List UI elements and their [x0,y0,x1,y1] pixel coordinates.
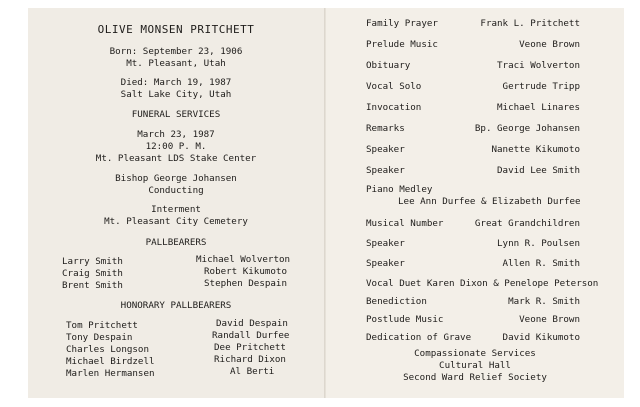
services-place: Mt. Pleasant LDS Stake Center [95,153,257,164]
pallbearer-name: Michael Wolverton [196,254,291,265]
services-time: 12:00 P. M. [145,141,207,152]
program-item: Obituary [366,60,411,71]
services-heading: FUNERAL SERVICES [131,109,221,120]
honorary-pallbearer-name: Randall Durfee [212,330,290,341]
honorary-pallbearer-name: Tom Pritchett [66,320,138,331]
honorary-pallbearer-name: Richard Dixon [214,354,286,365]
honorary-pallbearer-name: Michael Birdzell [66,356,155,367]
conducting-label: Conducting [148,185,204,196]
program-person: David Kikumoto [502,332,580,343]
honorary-pallbearer-name: Charles Longson [66,344,149,355]
honorary-heading: HONORARY PALLBEARERS [120,300,232,311]
honorary-pallbearer-name: Al Berti [230,366,275,377]
deceased-name: OLIVE MONSEN PRITCHETT [97,23,255,36]
program-person: Great Grandchildren [474,218,580,229]
program-person: Michael Linares [497,102,580,113]
pallbearer-name: Brent Smith [62,280,123,291]
pallbearers-heading: PALLBEARERS [145,237,207,248]
program-person: Traci Wolverton [497,60,580,71]
program-item: Dedication of Grave [366,332,472,343]
honorary-pallbearer-name: Dee Pritchett [214,342,286,353]
program-item: Speaker [366,258,405,269]
program-person: Veone Brown [519,39,580,50]
program-item: Speaker [366,144,405,155]
program-person: Allen R. Smith [502,258,580,269]
footer-line: Cultural Hall [439,360,511,371]
program-item: Postlude Music [366,314,444,325]
services-date: March 23, 1987 [137,129,215,140]
right-page [326,8,624,398]
pallbearer-name: Stephen Despain [204,278,287,289]
died-place: Salt Lake City, Utah [120,89,232,100]
program-item: Invocation [366,102,422,113]
program-person: Veone Brown [519,314,580,325]
left-page [28,8,324,398]
program-person: David Lee Smith [497,165,580,176]
program-item: Speaker [366,165,405,176]
program-item: Vocal Solo [366,81,422,92]
program-person: Nanette Kikumoto [491,144,580,155]
program-item: Musical Number [366,218,444,229]
honorary-pallbearer-name: Tony Despain [66,332,133,343]
conducting-name: Bishop George Johansen [115,173,237,184]
program-item: Speaker [366,238,405,249]
interment-place: Mt. Pleasant City Cemetery [104,216,248,227]
program-item: Benediction [366,296,427,307]
program-person: Frank L. Pritchett [480,18,580,29]
program-person: Bp. George Johansen [474,123,580,134]
footer-line: Second Ward Relief Society [403,372,547,383]
program-item: Prelude Music [366,39,438,50]
interment-label: Interment [151,204,201,215]
program-item: Remarks [366,123,405,134]
program-item-vocal-duet: Vocal Duet Karen Dixon & Penelope Peterson [366,278,599,289]
program-person: Mark R. Smith [508,296,580,307]
program-item-piano: Piano Medley [366,184,433,195]
honorary-pallbearer-name: David Despain [216,318,288,329]
honorary-pallbearer-name: Marlen Hermansen [66,368,155,379]
pallbearer-name: Craig Smith [62,268,123,279]
died-date: Died: March 19, 1987 [120,77,232,88]
born-date: Born: September 23, 1906 [109,46,243,57]
born-place: Mt. Pleasant, Utah [126,58,226,69]
program-person: Gertrude Tripp [502,81,580,92]
program-person: Lynn R. Poulsen [497,238,580,249]
pallbearer-name: Larry Smith [62,256,123,267]
program-person-piano: Lee Ann Durfee & Elizabeth Durfee [398,196,581,207]
program-item: Family Prayer [366,18,438,29]
footer-line: Compassionate Services [414,348,536,359]
pallbearer-name: Robert Kikumoto [204,266,287,277]
